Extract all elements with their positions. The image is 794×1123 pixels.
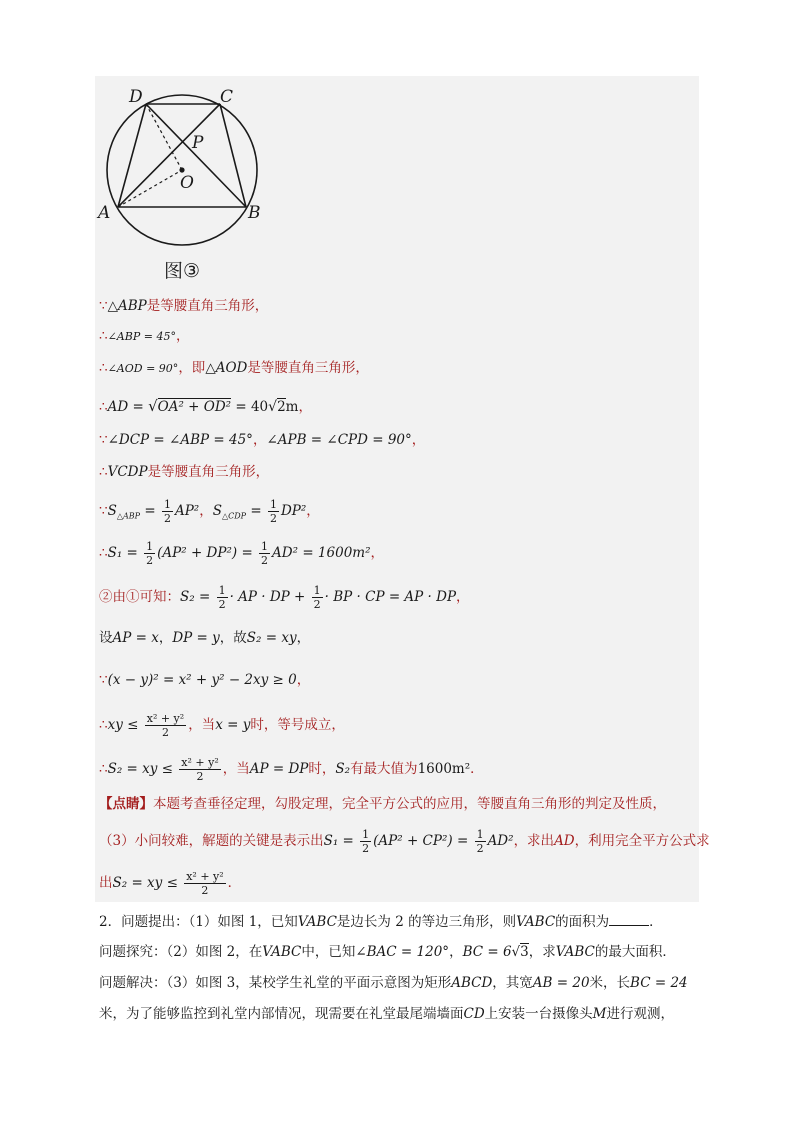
math-expression: ∠AOD = 90° [107,362,179,375]
comment-tag: 【点睛】 [99,796,153,812]
because-symbol: ∵ [99,432,108,448]
text-span: ， [296,630,311,646]
text-span: 是等腰直角三角形， [146,298,269,314]
sqrt-radicand: OA² + OD² [157,399,232,415]
math-expression: AD = [107,399,149,415]
math-expression: · BP · CP = AP · DP [324,589,457,605]
math-expression: xy ≤ [107,717,143,733]
sqrt-radicand: 3 [520,944,529,960]
text-span: 是等腰直角三角形， [147,464,270,480]
math-expression: ∠ABP = 45° [107,330,176,343]
fraction-numerator: 1 [362,828,370,841]
math-expression: AP² [174,503,200,519]
text-span: ， [306,503,320,519]
sqrt-sign: √ [148,397,158,415]
therefore-symbol: ∴ [99,761,108,777]
circle-figure [96,80,266,285]
figure-caption: 图③ [164,260,201,282]
fraction-denominator: 2 [261,554,269,567]
fraction-numerator: 1 [261,540,269,553]
text-span: ． [649,914,663,930]
math-expression: AD² [487,833,514,849]
math-expression: VABC [555,944,595,960]
figure-label-p: P [192,133,204,153]
figure-segment-ad [118,104,146,207]
text-span: ， [449,944,463,960]
text-span: ，求 [528,944,556,960]
solution-line-7 [99,498,320,527]
math-expression: VABC [516,914,556,930]
math-expression: ABCD [451,975,493,991]
math-expression: (AP² + CP²) = [373,833,473,849]
math-expression: △AOD [205,360,248,376]
text-span: ， [296,672,311,688]
math-expression: ∠APB = ∠CPD = 90° [266,432,412,448]
math-expression: AP = DP [249,761,309,777]
math-expression: S₂ = xy [246,630,297,646]
because-symbol: ∵ [99,503,108,519]
solution-line-2 [99,326,189,347]
fraction [475,828,486,855]
figure-label-d: D [129,87,143,107]
math-expression: ∠BAC = 120° [355,944,450,960]
text-span: ，其宽 [492,975,533,991]
text-span: 上安装一台摄像头 [484,1006,593,1022]
solution-line-12 [99,712,345,739]
text-span: 进行观测， [606,1006,674,1022]
because-symbol: ∵ [99,672,108,688]
figure-label-b: B [248,203,261,223]
math-expression: 1600m² [417,761,471,777]
text-span: ， [370,545,384,561]
solution-line-8 [99,540,384,567]
math-expression: BC = 6 [462,944,512,960]
fraction-numerator: x² + y² [186,870,224,883]
fraction-denominator: 2 [476,842,484,855]
solution-line-11 [99,670,310,690]
sqrt-radicand: 2 [277,399,286,415]
text-span: 的最大面积． [594,944,676,960]
math-symbol: S [107,503,117,519]
math-expression: S₂ = xy ≤ [107,761,178,777]
because-symbol: ∵ [99,298,108,314]
fraction-denominator: 2 [313,598,321,611]
text-span: ②由①可知： [99,589,180,605]
fraction-denominator: 2 [163,512,171,525]
math-expression: AD² = 1600m² [272,545,371,561]
text-span: （3）小问较难，解题的关键是表示出 [99,833,324,849]
fraction-denominator: 2 [218,598,226,611]
math-expression: ∠DCP = ∠ABP = 45° [107,432,253,448]
fraction-numerator: 1 [269,498,277,511]
fraction-denominator: 2 [146,554,154,567]
math-subscript: △CDP [221,511,247,521]
solution-line-9 [99,584,470,611]
solution-line-4 [99,396,312,417]
fraction-numerator: 1 [146,540,154,553]
fraction [312,584,323,611]
text-span: 问题探究：（2）如图 2，在 [99,944,263,960]
text-span: 设 [99,630,113,646]
fraction [144,540,155,567]
figure-label-c: C [220,87,234,107]
fraction-numerator: x² + y² [146,712,185,725]
text-span: 有最大值为 [350,761,418,777]
math-expression: VCDP [107,464,148,480]
math-expression: CD [463,1006,485,1022]
figure-diagonal-ac [118,104,220,207]
fraction [179,756,220,783]
text-span: ，当 [188,717,216,733]
fraction-numerator: 1 [313,584,321,597]
math-expression: S₂ = xy ≤ [112,875,183,891]
unit: m [285,399,299,415]
text-span: ， [456,589,470,605]
text-span: ． [227,875,242,891]
fraction [360,828,371,855]
problem-line-3 [99,973,688,993]
solution-line-10 [99,628,310,648]
text-span: 的面积为 [555,914,610,930]
fraction [268,498,279,525]
text-span: 中，已知 [301,944,356,960]
math-expression: AP = x [112,630,159,646]
solution-line-5 [99,430,425,450]
text-span: 出 [99,875,113,891]
math-operator: = [246,503,266,519]
math-expression: S₂ [335,761,351,777]
figure-label-o: O [180,173,194,193]
math-expression: AD [554,833,575,849]
text-span: ， [158,630,173,646]
math-expression: · AP · DP + [229,589,310,605]
solution-line-14 [99,794,666,814]
math-operator: = [140,503,160,519]
text-span: ，求出 [513,833,555,849]
text-span: ，利用完全平方公式求 [574,833,710,849]
figure-label-a: A [98,203,111,223]
math-expression: = 40 [231,399,269,415]
math-expression: S₁ = [323,833,359,849]
fraction [184,870,225,897]
therefore-symbol: ∴ [99,545,108,561]
math-expression: (x − y)² = x² + y² − 2xy ≥ 0 [107,672,297,688]
fraction-numerator: x² + y² [181,756,219,769]
solution-line-6 [99,462,269,482]
fraction [145,712,186,739]
problem-line-4 [99,1004,674,1024]
text-span: ， [199,503,213,519]
solution-line-13 [99,756,484,783]
math-expression: S₂ = [180,589,215,605]
fraction-denominator: 2 [196,770,204,783]
fraction-denominator: 2 [201,884,209,897]
math-expression: VABC [297,914,337,930]
math-expression: DP² [280,503,307,519]
math-expression: △ABP [107,298,147,314]
solution-line-1 [99,296,268,316]
therefore-symbol: ∴ [99,360,108,376]
fraction-denominator: 2 [362,842,370,855]
text-span: 是等腰直角三角形， [247,360,369,376]
figure-segment-cb [220,104,246,207]
text-span: ． [470,761,484,777]
text-span: 米，为了能够监控到礼堂内部情况，现需要在礼堂最尾端墙面 [99,1006,464,1022]
solution-line-3 [99,358,369,379]
fraction-numerator: 1 [163,498,171,511]
fraction-numerator: 1 [218,584,226,597]
therefore-symbol: ∴ [99,717,108,733]
math-expression: x = y [215,717,251,733]
math-symbol: S [212,503,222,519]
problem-line-1 [99,912,663,932]
text-span: 是边长为 2 的等边三角形，则 [336,914,517,930]
text-span: 2．问题提出：（1）如图 1，已知 [99,914,298,930]
therefore-symbol: ∴ [99,464,108,480]
text-span: 问题解决：（3）如图 3，某校学生礼堂的平面示意图为矩形 [99,975,452,991]
text-span: 时， [308,761,336,777]
text-span: ， [175,328,190,344]
fraction-denominator: 2 [269,512,277,525]
solution-line-16 [99,870,241,897]
math-subscript: △ABP [116,511,141,521]
text-span: ， [298,399,312,415]
math-expression: AB = 20 [532,975,590,991]
therefore-symbol: ∴ [99,328,108,344]
fraction [217,584,228,611]
figure-diagonal-db [146,104,246,207]
sqrt-sign: √ [268,399,278,415]
text-span: 米，长 [589,975,631,991]
math-expression: DP = y [172,630,220,646]
math-expression: VABC [262,944,302,960]
math-expression: M [592,1006,607,1022]
fraction-numerator: 1 [476,828,484,841]
figure-center-dot [179,167,184,172]
therefore-symbol: ∴ [99,399,108,415]
answer-blank [609,913,649,926]
math-expression: BC = 24 [630,975,688,991]
text-span: 本题考查垂径定理，勾股定理，完全平方公式的应用，等腰直角三角形的判定及性质， [153,796,666,812]
problem-line-2 [99,942,676,962]
text-span: ，当 [222,761,250,777]
text-span: ， [252,432,267,448]
text-span: ， [411,432,426,448]
text-span: ，即 [178,360,206,376]
math-expression: (AP² + DP²) = [157,545,258,561]
text-span: ，故 [219,630,247,646]
text-span: 时，等号成立， [250,717,345,733]
fraction [259,540,270,567]
fraction-denominator: 2 [161,726,169,739]
math-expression: S₁ = [107,545,143,561]
fraction [162,498,173,525]
solution-line-15 [99,828,710,855]
sqrt-sign: √ [511,944,521,960]
